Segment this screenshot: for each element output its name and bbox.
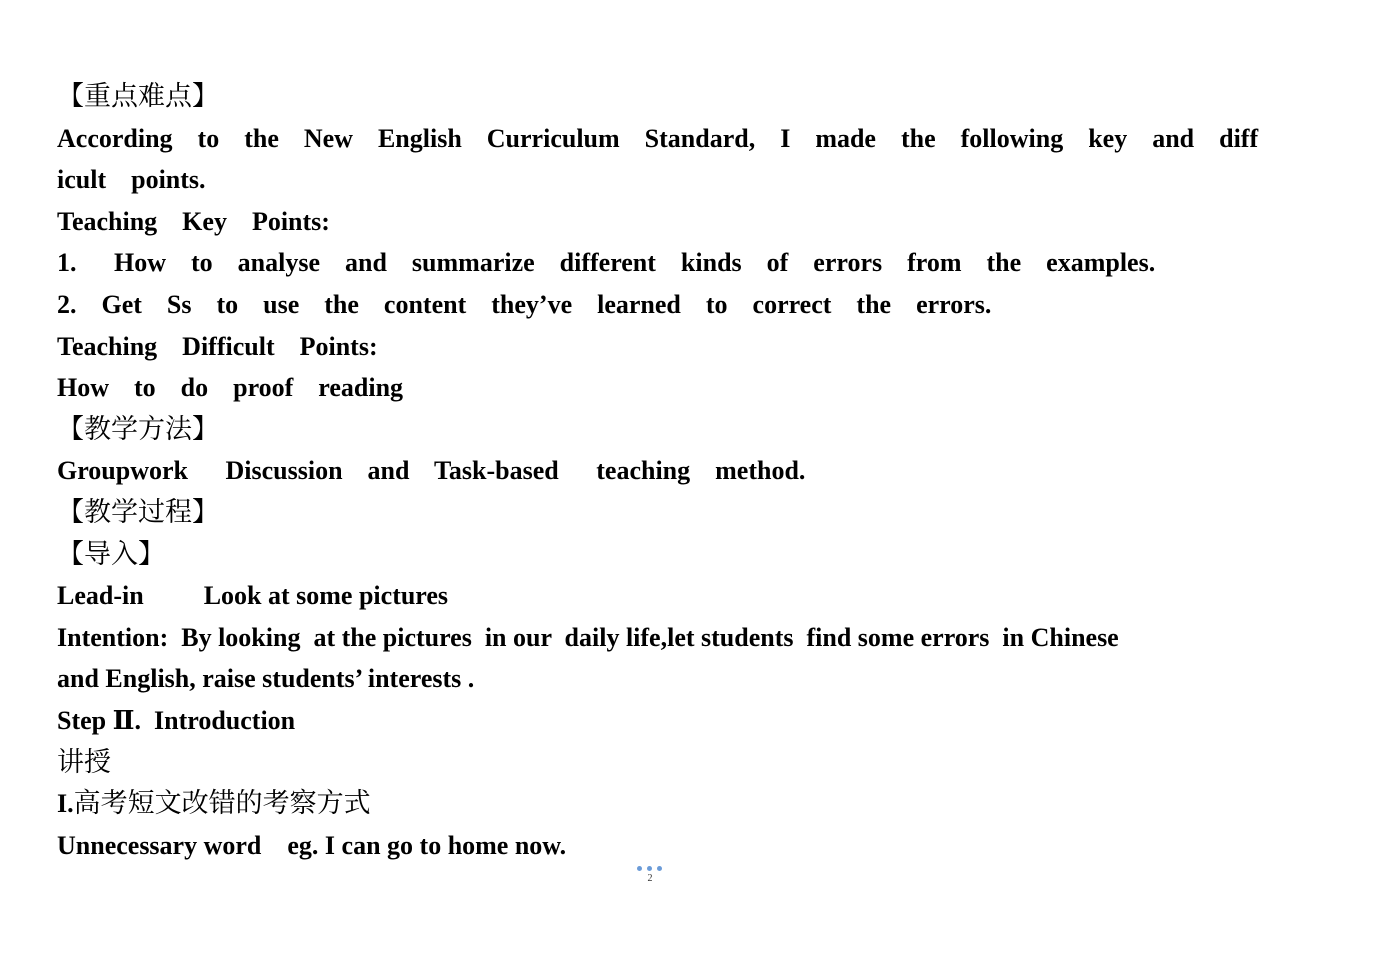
section-heading-key-points: 【重点难点】 — [57, 81, 219, 112]
dots-icon — [636, 866, 664, 872]
subheading-difficult-points: Teaching Difficult Points: — [57, 331, 378, 361]
leadin-text: Look at some pictures — [203, 581, 449, 611]
error-type: Unnecessary word — [57, 830, 262, 860]
list-item: 2. Get Ss to use the content they’ve learned to correct the errors. — [57, 289, 992, 319]
section-heading-process: 【教学过程】 — [57, 496, 219, 528]
step-heading: Step Ⅱ. Introduction — [57, 705, 296, 735]
paragraph-line: and English, raise students’ interests . — [57, 664, 475, 694]
leadin-label: Lead-in — [57, 581, 144, 611]
roman-numeral: I. — [57, 789, 74, 819]
subheading-key-points: Teaching Key Points: — [57, 206, 330, 236]
exam-method-text: 高考短文改错的考察方式 — [73, 788, 371, 820]
section-heading-leadin: 【导入】 — [57, 538, 165, 570]
paragraph-line: icult points. — [57, 165, 206, 195]
document-body — [57, 76, 1257, 866]
page-number: 2 — [647, 873, 653, 884]
list-item: 1. How to analyse and summarize different kinds of errors from the examples. — [57, 248, 1156, 278]
paragraph-line: How to do proof reading — [57, 373, 404, 403]
paragraph-line: Intention: By looking at the pictures in our daily life,let students find some errors in Chinese — [57, 622, 1119, 652]
paragraph-line: Groupwork Discussion and Task-based teaching method. — [57, 456, 806, 486]
leadin-line — [57, 575, 1257, 617]
section-heading-methods: 【教学方法】 — [57, 413, 219, 445]
chinese-line-exam — [57, 783, 1257, 825]
error-example: eg. I can go to home now. — [287, 830, 567, 860]
example-line — [57, 825, 1257, 867]
chinese-line-teaching: 讲授 — [57, 746, 111, 778]
page-footer — [636, 864, 664, 888]
paragraph-line: According to the New English Curriculum Standard, I made the following key and diff — [57, 123, 1259, 153]
